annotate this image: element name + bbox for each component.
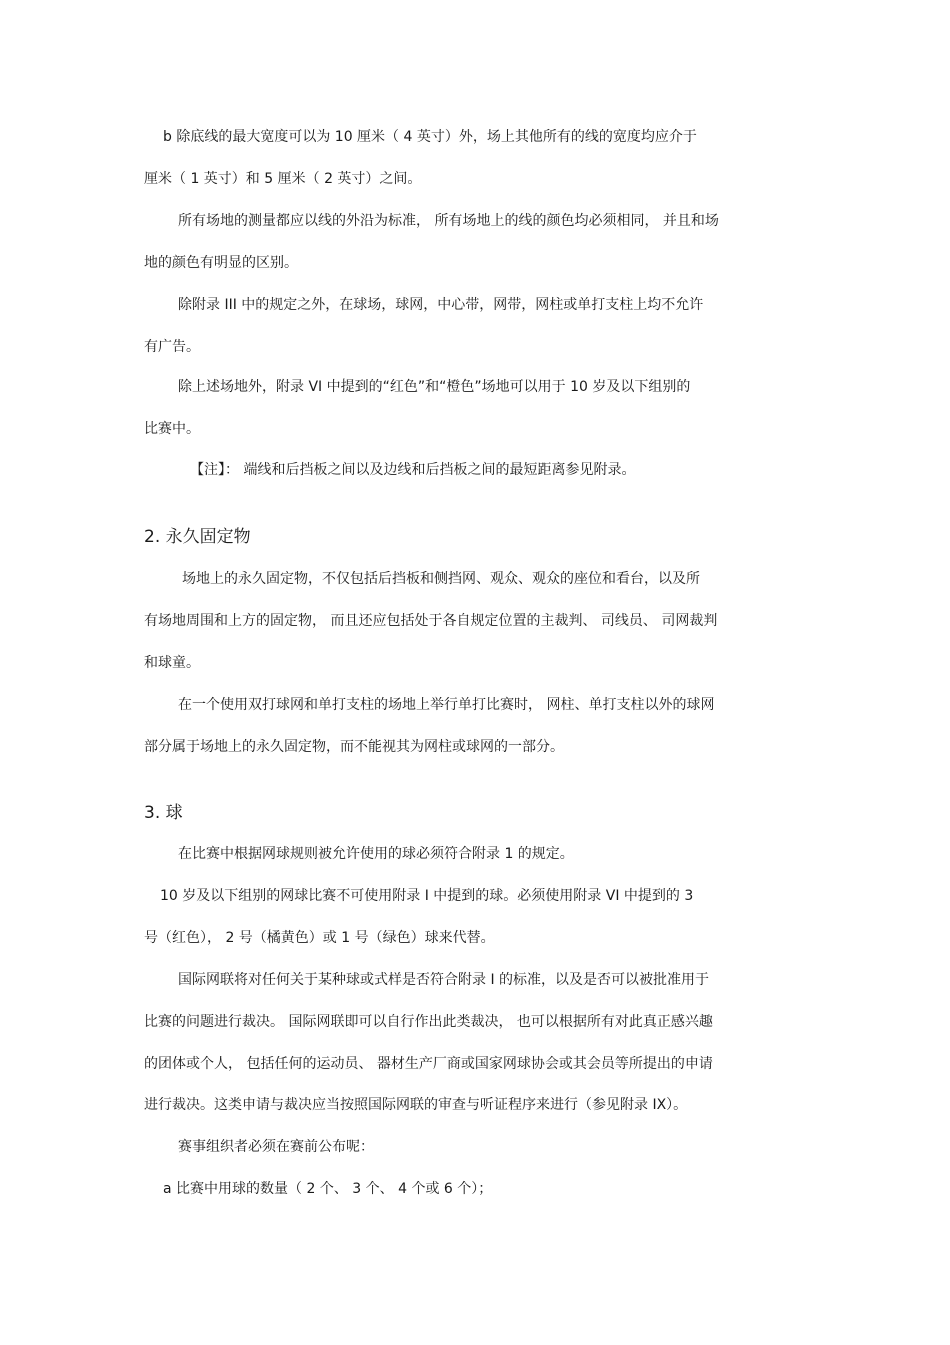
para-line-ads-2: 有广告。 bbox=[144, 339, 200, 355]
para-line-itf-4: 进行裁决。这类申请与裁决应当按照国际网联的审查与听证程序来进行（参见附录 IX）。 bbox=[144, 1097, 688, 1113]
para-line-singles-2: 部分属于场地上的永久固定物，而不能视其为网柱或球网的一部分。 bbox=[144, 739, 564, 755]
para-line-linewidth-2: 厘米（ 1 英寸）和 5 厘米（ 2 英寸）之间。 bbox=[144, 171, 422, 187]
para-line-organizers: 赛事组织者必须在赛前公布呢： bbox=[178, 1139, 374, 1155]
para-line-singles-1: 在一个使用双打球网和单打支柱的场地上举行单打比赛时， 网柱、单打支柱以外的球网 bbox=[178, 697, 715, 713]
note-line: 【注】： 端线和后挡板之间以及边线和后挡板之间的最短距离参见附录。 bbox=[190, 462, 636, 478]
para-line-measure-1: 所有场地的测量都应以线的外沿为标准， 所有场地上的线的颜色均必须相同， 并且和场 bbox=[178, 213, 719, 229]
list-item-a: a 比赛中用球的数量（ 2 个、 3 个、 4 个或 6 个）； bbox=[163, 1181, 493, 1197]
para-line-measure-2: 地的颜色有明显的区别。 bbox=[144, 255, 298, 271]
para-line-courts-1: 除上述场地外，附录 VI 中提到的“红色”和“橙色”场地可以用于 10 岁及以下组别的 bbox=[178, 379, 691, 395]
para-line-itf-2: 比赛的问题进行裁决。 国际网联即可以自行作出此类裁决， 也可以根据所有对此真正感兴趣 bbox=[144, 1014, 713, 1030]
para-line-itf-3: 的团体或个人， 包括任何的运动员、 器材生产厂商或国家网球协会或其会员等所提出的申请 bbox=[144, 1056, 713, 1072]
para-line-ball-1: 在比赛中根据网球规则被允许使用的球必须符合附录 1 的规定。 bbox=[178, 846, 574, 862]
para-line-courts-2: 比赛中。 bbox=[144, 421, 200, 437]
para-line-fixtures-2: 有场地周围和上方的固定物， 而且还应包括处于各自规定位置的主裁判、 司线员、 司网裁判 bbox=[144, 613, 718, 629]
para-line-linewidth-1: b 除底线的最大宽度可以为 10 厘米（ 4 英寸）外，场上其他所有的线的宽度均应介于 bbox=[163, 129, 697, 145]
para-line-fixtures-1: 场地上的永久固定物，不仅包括后挡板和侧挡网、观众、观众的座位和看台，以及所 bbox=[182, 571, 700, 587]
section-heading-ball: 3. 球 bbox=[144, 803, 183, 823]
para-line-ball-3: 号（红色）， 2 号（橘黄色）或 1 号（绿色）球来代替。 bbox=[144, 930, 495, 946]
para-line-ads-1: 除附录 III 中的规定之外，在球场，球网，中心带，网带，网柱或单打支柱上均不允许 bbox=[178, 297, 704, 313]
para-line-itf-1: 国际网联将对任何关于某种球或式样是否符合附录 I 的标准，以及是否可以被批准用于 bbox=[178, 972, 710, 988]
section-heading-fixtures: 2. 永久固定物 bbox=[144, 527, 251, 547]
para-line-ball-2: 10 岁及以下组别的网球比赛不可使用附录 I 中提到的球。必须使用附录 VI 中提到的 3 bbox=[160, 888, 694, 904]
para-line-fixtures-3: 和球童。 bbox=[144, 655, 200, 671]
